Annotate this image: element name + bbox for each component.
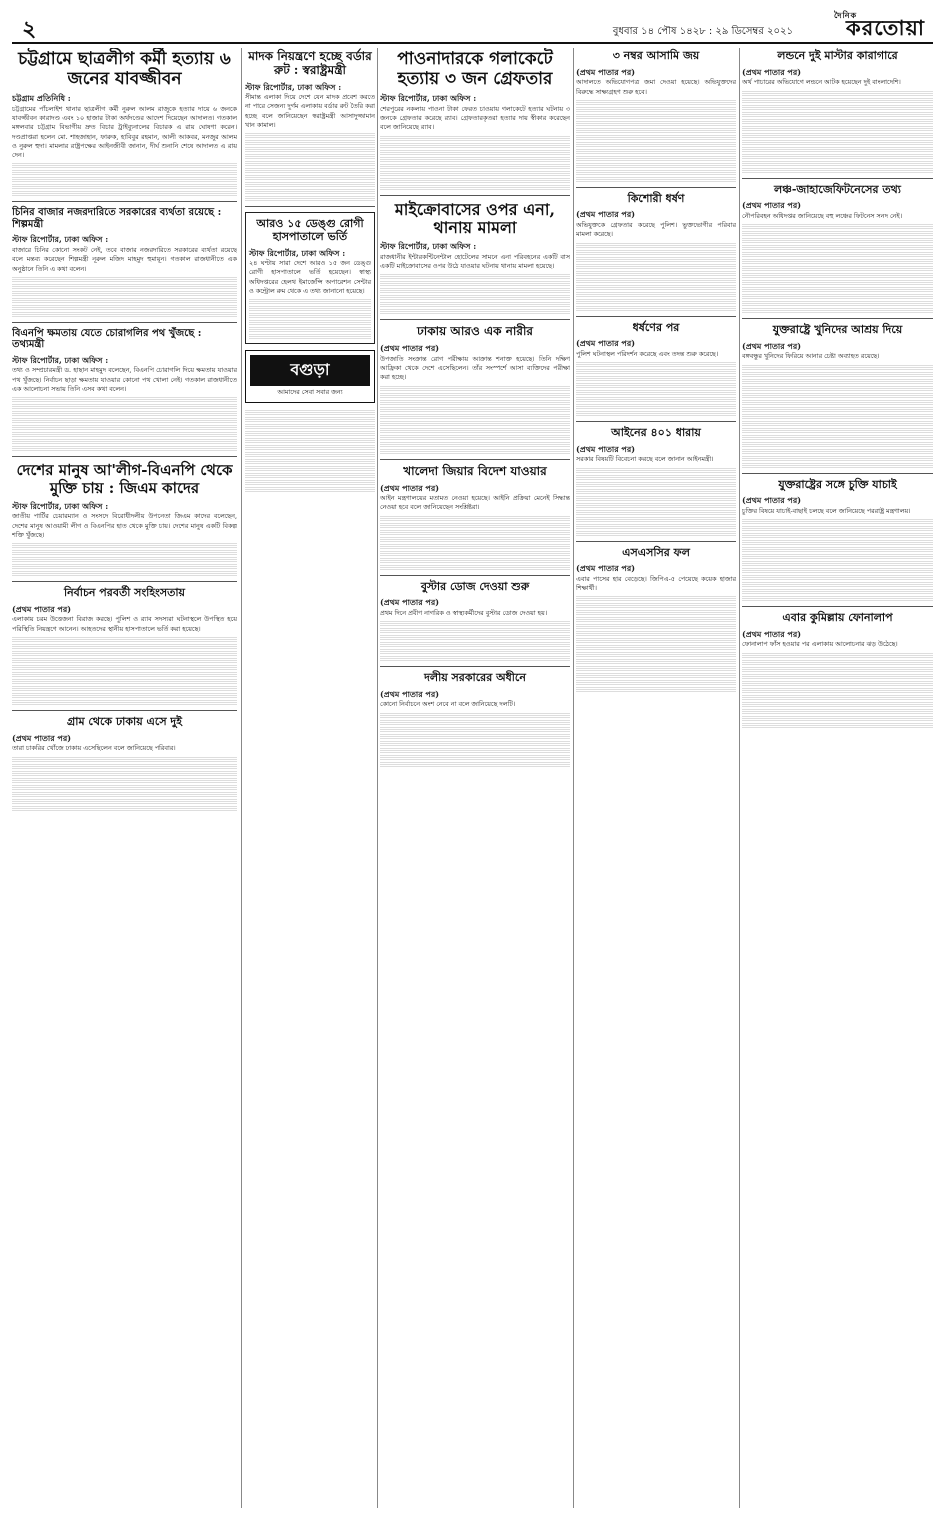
headline: মাদক নিয়ন্ত্রণে হচ্ছে বর্ডার রুট : স্বরাষ্ট্রমন্ত্রী — [248, 49, 372, 77]
article-body: চট্টগ্রামের পাঁচলাইশ থানার ছাত্রলীগ কর্মী নুরুল আলম রাজুকে হত্যার দায়ে ৬ জনকে যাবজ্জীবন কারাদণ্ড এবং ১০ হাজার টাকা অর্থদণ্ডের আদেশ দিয়েছেন আদালত। গতকাল মঙ্গলবার চট্টগ্রাম বিভাগীয় দ্রুত বিচার ট্রাইব্যুনালের বিচারক এ রায় ঘোষণা করেন। দণ্ডপ্রাপ্তরা হলেন মো. শাহজাহান, ফারুক, হাবিবুর রহমান, আলী আকবর, মনজুর আলম ও নুরুল হুদা। মামলার রাষ্ট্রপক্ষের আইনজীবী জানান, দীর্ঘ শুনানি শেষে আদালত এ রায় দেন। — [12, 104, 237, 160]
article-body: কোনো নির্বাচনে অংশ নেবে না বলে জানিয়েছে দলটি। — [380, 700, 516, 709]
byline: (প্রথম পাতার পর) — [742, 628, 802, 639]
article-body: এবার পাসের হার বেড়েছে। জিপিএ-৫ পেয়েছে কয়েক হাজার শিক্ষার্থী। — [576, 574, 736, 593]
headline: খালেদা জিয়ার বিদেশ যাওয়ার — [403, 463, 547, 478]
article-body: সীমান্ত এলাকা দিয়ে দেশে যেন মাদক প্রবেশ করতে না পারে সেজন্য দুর্গম এলাকায় বর্ডার রুট তৈরি করা হচ্ছে বলে জানিয়েছেন স্বরাষ্ট্রমন্ত্রী আসাদুজ্জামান খান কামাল। — [245, 93, 375, 130]
byline: (প্রথম পাতার পর) — [12, 732, 72, 743]
masthead — [12, 10, 933, 44]
byline: স্টাফ রিপোর্টার, ঢাকা অফিস : — [12, 354, 109, 365]
article — [380, 581, 570, 662]
headline: ঢাকায় আরও এক নারীর — [417, 324, 533, 339]
article-body: পুলিশ ঘটনাস্থল পরিদর্শন করেছে এবং তদন্ত শুরু করেছে। — [576, 349, 719, 358]
byline: (প্রথম পাতার পর) — [742, 340, 802, 351]
article — [742, 184, 933, 314]
article-body: প্রথম দিনে প্রবীণ নাগরিক ও স্বাস্থ্যকর্মীদের বুস্টার ডোজ দেওয়া হয়। — [380, 608, 548, 617]
headline: দলীয় সরকারের অধীনে — [424, 671, 526, 685]
article — [12, 462, 237, 576]
headline: গ্রাম থেকে ঢাকায় এসে দুই — [67, 714, 182, 728]
headline: লঞ্চ-জাহাজেফিটনেসের তথ্য — [774, 182, 901, 196]
headline: লন্ডনে দুই মাস্টার কারাগারে — [777, 49, 898, 62]
article-body: অভিযুক্তকে গ্রেফতার করেছে পুলিশ। ভুক্তভোগীর পরিবার মামলা করেছে। — [576, 221, 736, 239]
article-body: রাজধানীর ইন্টারকন্টিনেন্টাল হোটেলের সামনে এনা পরিবহনের একটি বাস একটি মাইক্রোবাসের ওপর উঠে যাওয়ার ঘটনায় থানায় মামলা হয়েছে। — [380, 252, 570, 271]
issue-date: বুধবার ১৪ পৌষ ১৪২৮ : ২৯ ডিসেম্বর ২০২১ — [612, 26, 793, 37]
article — [742, 50, 933, 173]
article-body: বাজারে চিনির কোনো সংকট নেই, তবে বাজার নজরদারিতে সরকারের ব্যর্থতা রয়েছে বলে মন্তব্য করেছেন শিল্পমন্ত্রী নূরুল মজিদ মাহমুদ হুমায়ূন। গতকাল রাজধানীতে এক অনুষ্ঠানে তিনি এ কথা বলেন। — [12, 245, 237, 273]
headline: বুস্টার ডোজ দেওয়া শুরু — [420, 579, 530, 593]
article-body: আইন মন্ত্রণালয়ের মতামত নেওয়া হয়েছে। আইনি প্রক্রিয়া মেনেই সিদ্ধান্ত নেওয়া হবে বলে জানিয়েছেন সংশ্লিষ্টরা। — [380, 494, 570, 512]
byline: স্টাফ রিপোর্টার, ঢাকা অফিস : — [380, 241, 477, 252]
article — [12, 587, 237, 705]
headline: যুক্তরাষ্ট্রের সঙ্গে চুক্তি যাচাই — [778, 477, 897, 491]
article — [576, 322, 736, 417]
article — [576, 547, 736, 693]
byline: (প্রথম পাতার পর) — [380, 343, 440, 354]
article-body: ২৪ ঘণ্টায় সারা দেশে আরও ১৫ জন ডেঙ্গু রোগী হাসপাতালে ভর্তি হয়েছেন। স্বাস্থ্য অধিদপ্তরের হেলথ ইমার্জেন্সি অপারেশন সেন্টার ও কন্ট্রোল রুম থেকে এ তথ্য জানানো হয়েছে। — [249, 259, 371, 296]
headline: এসএসসির ফল — [622, 545, 690, 559]
byline: স্টাফ রিপোর্টার, ঢাকা অফিস : — [12, 500, 109, 511]
headline: ৩ নম্বর আসামি জয় — [612, 49, 700, 62]
article-body: নৌপরিবহন অধিদপ্তর জানিয়েছে বহু লঞ্চের ফিটনেস সনদ নেই। — [742, 211, 902, 220]
article — [12, 328, 237, 451]
column-5 — [742, 48, 933, 1508]
article-body: ফোনালাপ ফাঁস হওয়ার পর এলাকায় আলোচনার ঝড় উঠেছে। — [742, 640, 898, 649]
article — [12, 50, 237, 196]
ad-text: আমাদের সেবা সবার জন্য — [277, 388, 343, 397]
byline: (প্রথম পাতার পর) — [380, 482, 440, 493]
byline: (প্রথম পাতার পর) — [380, 688, 440, 699]
column-3 — [380, 48, 570, 1508]
article — [380, 50, 570, 190]
headline: চট্টগ্রামে ছাত্রলীগ কর্মী হত্যায় ৬ জনের যাবজ্জীবন — [18, 49, 231, 89]
article — [380, 465, 570, 570]
byline: (প্রথম পাতার পর) — [576, 209, 636, 220]
byline: (প্রথম পাতার পর) — [576, 443, 636, 454]
article-body: সরকার বিষয়টি বিবেচনা করছে বলে জানান আইনমন্ত্রী। — [576, 455, 714, 464]
headline: যুক্তরাষ্ট্রে খুনিদের আশ্রয় দিয়ে — [772, 323, 903, 337]
headline: ধর্ষণের পর — [632, 320, 680, 334]
article-body: তারা চাকরির খোঁজে ঢাকায় এসেছিলেন বলে জানিয়েছে পরিবার। — [12, 744, 176, 753]
article — [245, 50, 375, 201]
article — [576, 193, 736, 311]
headline: বিএনপি ক্ষমতায় যেতে চোরাগলির পথ খুঁজছে : তথ্যমন্ত্রী — [12, 327, 202, 351]
article-body: শেরপুরের নকলায় পাওনা টাকা ফেরত চাওয়ায় গলাকেটে হত্যার ঘটনায় ৩ জনকে গ্রেফতার করেছে র‌্যাব। গ্রেফতারকৃতরা হত্যার দায় স্বীকার করেছেন বলে জানিয়েছে র‌্যাব। — [380, 104, 570, 132]
article — [380, 325, 570, 453]
article — [742, 479, 933, 602]
byline: চট্টগ্রাম প্রতিনিধি : — [12, 93, 71, 104]
byline: (প্রথম পাতার পর) — [576, 66, 636, 77]
ad-box — [245, 350, 375, 402]
column-2 — [245, 48, 375, 1508]
paper-name: করতোয়া — [846, 15, 925, 40]
paper-prefix: দৈনিক — [834, 10, 858, 20]
article-body: অর্থ পাচারের অভিযোগে লন্ডনে আটক হয়েছেন দুই বাংলাদেশি। — [742, 78, 901, 87]
article-body: আদালতে অভিযোগপত্র জমা দেওয়া হয়েছে। অভিযুক্তদের বিরুদ্ধে সাক্ষ্যগ্রহণ শুরু হবে। — [576, 78, 736, 96]
article-body: বঙ্গবন্ধুর খুনিদের ফিরিয়ে আনার চেষ্টা অব্যাহত রয়েছে। — [742, 352, 880, 361]
article-body: এলাকায় চরম উত্তেজনা বিরাজ করছে। পুলিশ ও র‌্যাব সদস্যরা ঘটনাস্থলে উপস্থিত হয়ে পরিস্থিতি নিয়ন্ত্রণে আনেন। আহতদের স্থানীয় হাসপাতালে ভর্তি করা হয়েছে। — [12, 615, 237, 633]
headline: আইনের ৪০১ ধারায় — [611, 426, 701, 440]
article-body: উপজাতি সংক্রান্ত রোগ পরীক্ষায় আক্রান্ত শনাক্ত হয়েছে। তিনি দক্ষিণ আফ্রিকা থেকে দেশে এসেছিলেন। তাঁর সংস্পর্শে আসা ব্যক্তিদের পরীক্ষা করা হচ্ছে। — [380, 354, 570, 382]
byline: (প্রথম পাতার পর) — [576, 338, 636, 349]
headline: কিশোরী ধর্ষণ — [627, 191, 685, 205]
byline: স্টাফ রিপোর্টার, ঢাকা অফিস : — [249, 247, 346, 258]
article-body: জাতীয় পার্টির চেয়ারম্যান ও সংসদে বিরোধীদলীয় উপনেতা জিএম কাদের বলেছেন, দেশের মানুষ আওয়ামী লীগ ও বিএনপির হাত থেকে মুক্তি চায়। দেশের মানুষ একটি বিকল্প শক্তি খুঁজছে। — [12, 512, 237, 539]
byline: (প্রথম পাতার পর) — [742, 495, 802, 506]
headline: চিনির বাজার নজরদারিতে সরকারের ব্যর্থতা রয়েছে : শিল্পমন্ত্রী — [12, 207, 222, 230]
article — [12, 716, 237, 811]
column-1 — [12, 48, 237, 1508]
byline: (প্রথম পাতার পর) — [12, 603, 72, 614]
headline: আরও ১৫ ডেঙ্গু রোগী হাসপাতালে ভর্তি — [256, 217, 364, 243]
headline: এবার কুমিল্লায় ফোনালাপ — [782, 611, 893, 625]
article-body: চুক্তির বিষয়ে যাচাই-বাছাই চলছে বলে জানিয়েছে পররাষ্ট্র মন্ত্রণালয়। — [742, 506, 911, 515]
byline: (প্রথম পাতার পর) — [742, 200, 802, 211]
byline: স্টাফ রিপোর্টার, ঢাকা অফিস : — [12, 234, 109, 245]
article-body: তথ্য ও সম্প্রচারমন্ত্রী ড. হাছান মাহমুদ বলেছেন, বিএনপি চোরাগলি দিয়ে ক্ষমতায় যাওয়ার পথ খুঁজছে। নির্বাচন ছাড়া ক্ষমতায় যাওয়ার কোনো পথ খোলা নেই। গতকাল রাজধানীতে এক আলোচনা সভায় তিনি এসব কথা বলেন। — [12, 366, 237, 393]
article — [576, 50, 736, 182]
byline: স্টাফ রিপোর্টার, ঢাকা অফিস : — [245, 81, 342, 92]
article — [12, 207, 237, 316]
headline: পাওনাদারকে গলাকেটে হত্যায় ৩ জন গ্রেফতার — [397, 49, 553, 89]
ad-brand: বগুড়া — [250, 355, 370, 386]
article — [380, 672, 570, 767]
article — [742, 612, 933, 728]
article — [576, 427, 736, 536]
headline: মাইক্রোবাসের ওপর এনা, থানায় মামলা — [394, 199, 556, 237]
article — [380, 201, 570, 315]
byline: (প্রথম পাতার পর) — [576, 563, 636, 574]
headline: দেশের মানুষ আ'লীগ-বিএনপি থেকে মুক্তি চায় : জিএম কাদের — [16, 461, 233, 497]
column-4 — [576, 48, 736, 1508]
article — [742, 324, 933, 468]
paper-logo — [834, 10, 925, 47]
byline: (প্রথম পাতার পর) — [742, 66, 802, 77]
page-number: ২ — [22, 16, 37, 42]
article — [245, 212, 375, 344]
byline: (প্রথম পাতার পর) — [380, 597, 440, 608]
byline: স্টাফ রিপোর্টার, ঢাকা অফিস : — [380, 93, 477, 104]
headline: নির্বাচন পরবর্তী সংহিংসতায় — [63, 586, 186, 600]
